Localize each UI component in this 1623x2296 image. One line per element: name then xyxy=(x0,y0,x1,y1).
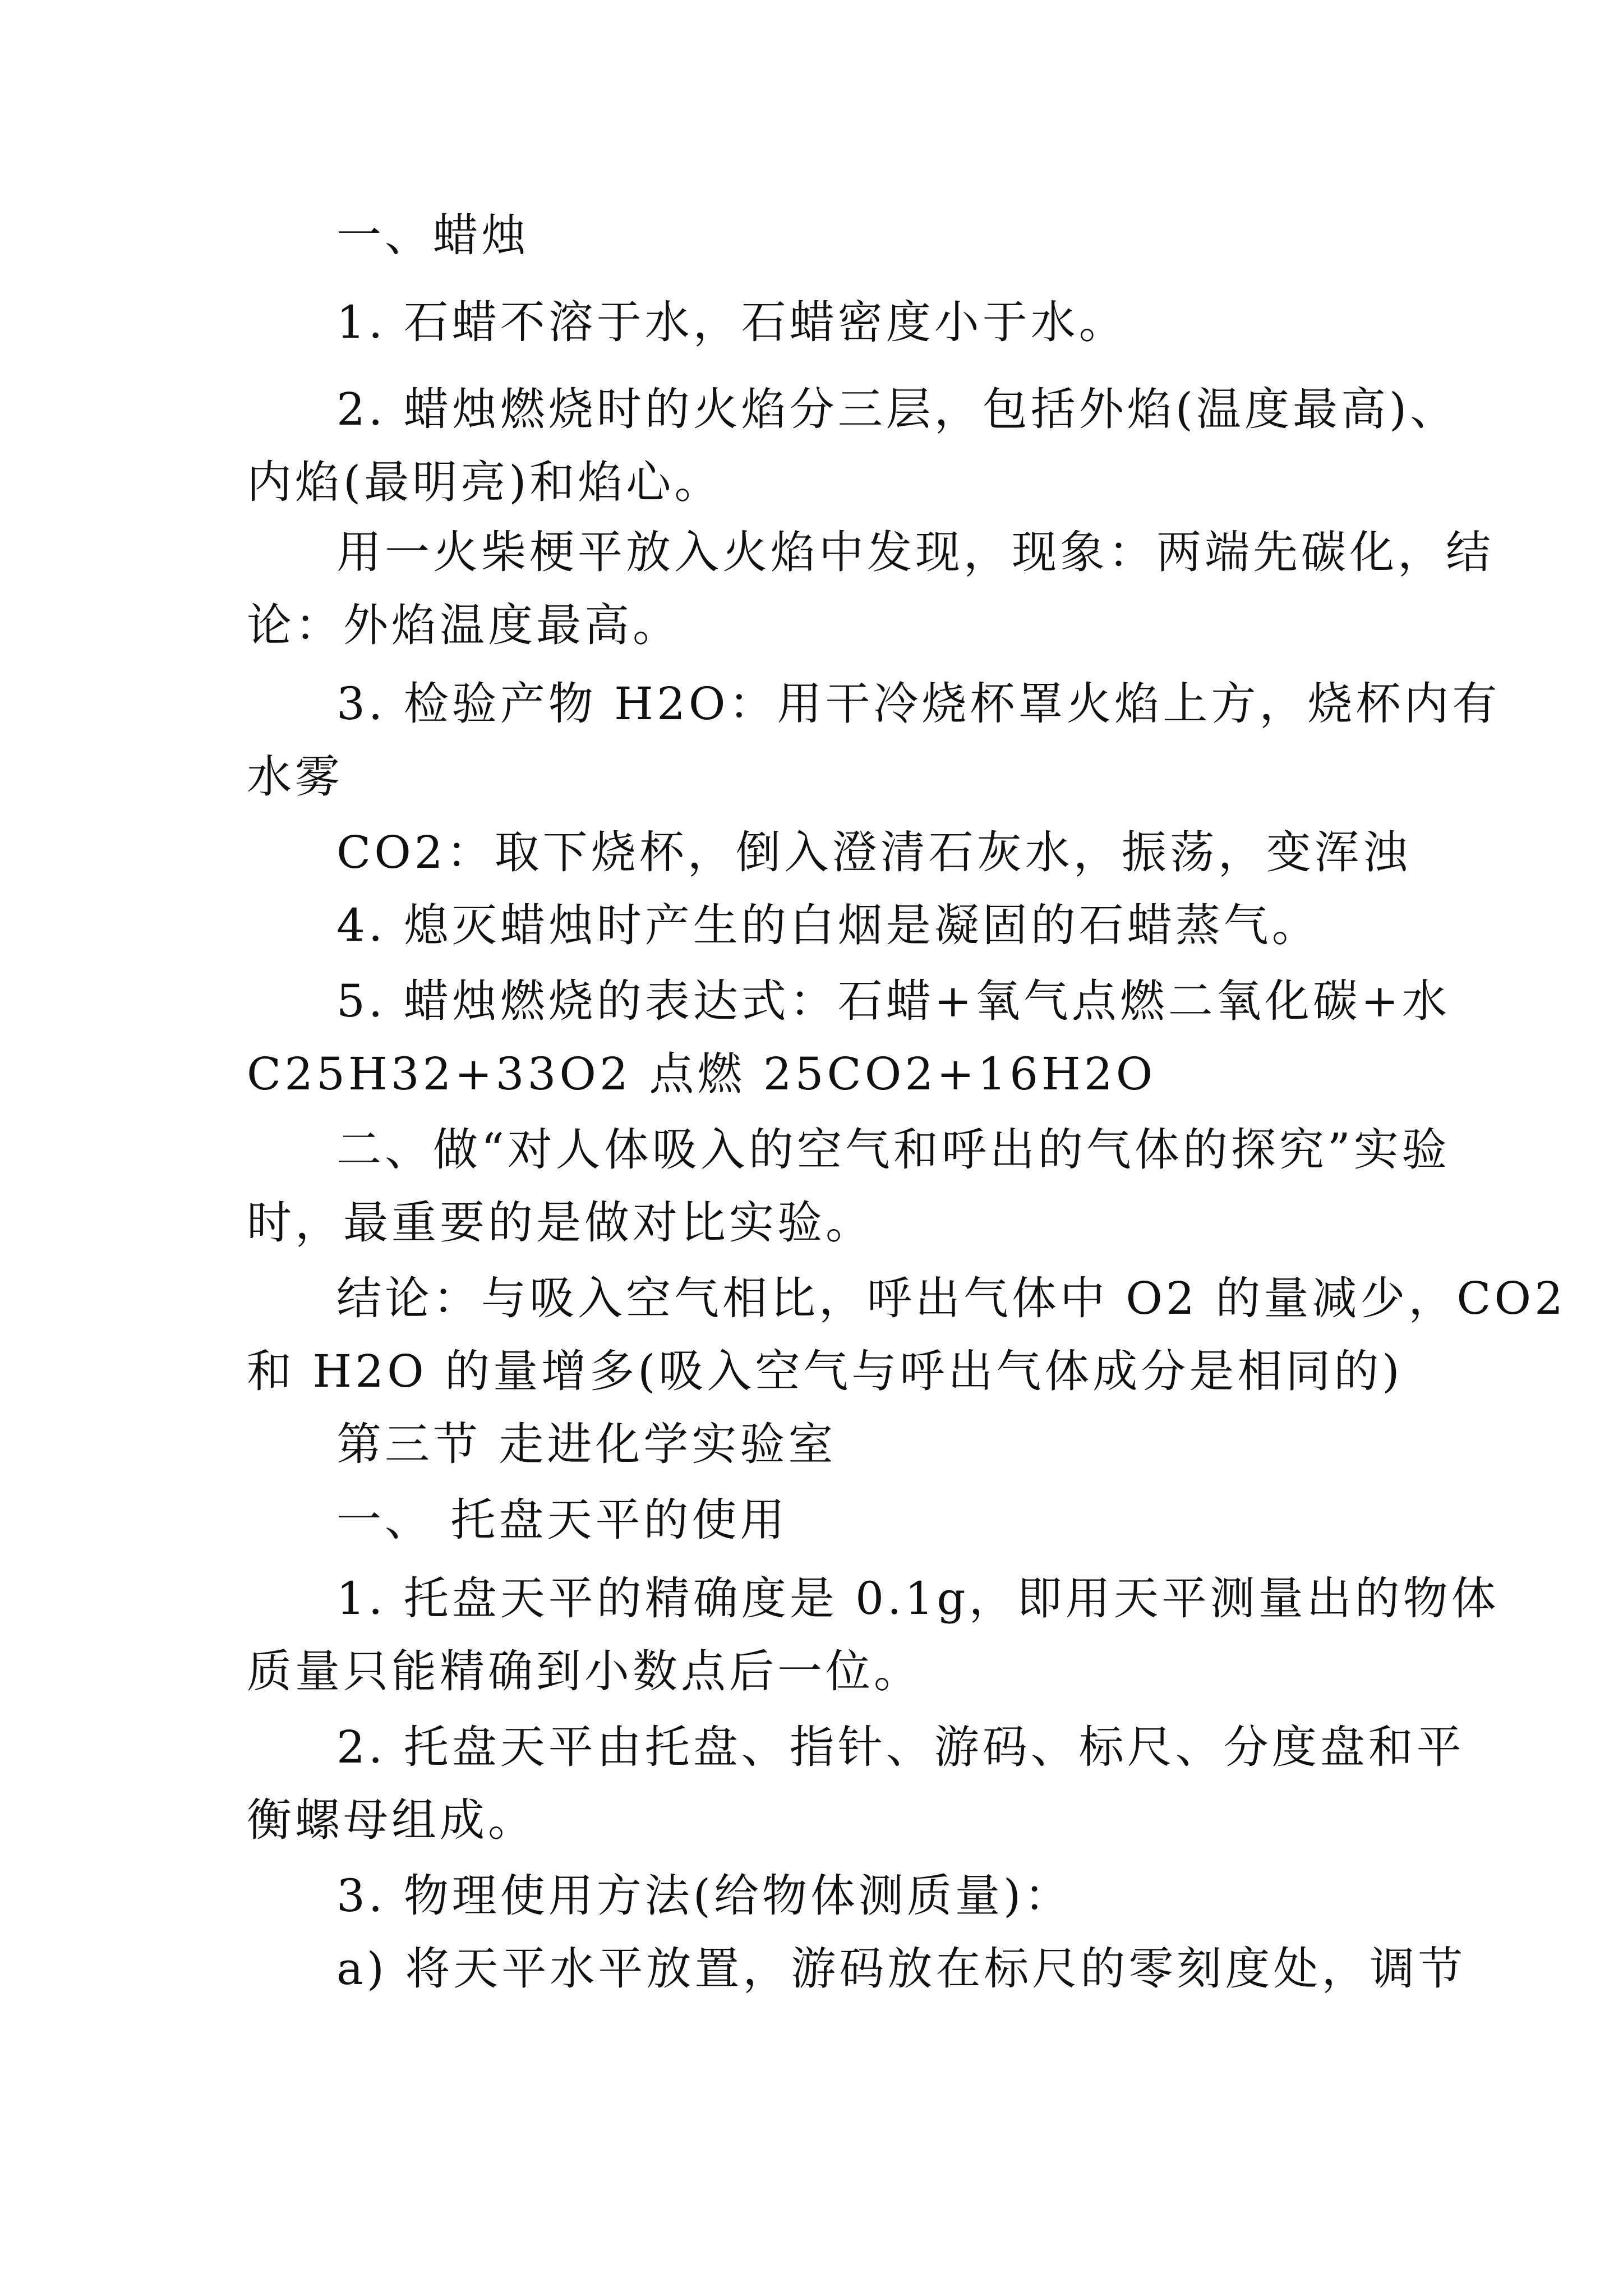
paragraph-line: 用一火柴梗平放入火焰中发现，现象：两端先碳化，结 xyxy=(336,526,1494,578)
paragraph-line: 2. 托盘天平由托盘、指针、游码、标尺、分度盘和平 xyxy=(336,1721,1465,1773)
section-heading: 第三节 走进化学实验室 xyxy=(336,1418,837,1470)
equation-line: C25H32+33O2 点燃 25CO2+16H2O xyxy=(247,1048,1156,1100)
paragraph-line: 4. 熄灭蜡烛时产生的白烟是凝固的石蜡蒸气。 xyxy=(336,899,1320,951)
paragraph-line: 质量只能精确到小数点后一位。 xyxy=(247,1645,922,1697)
subsection-heading: 一、 托盘天平的使用 xyxy=(336,1494,789,1546)
paragraph-line: 3. 检验产物 H2O：用干冷烧杯罩火焰上方，烧杯内有 xyxy=(336,678,1501,730)
paragraph-line: 时，最重要的是做对比实验。 xyxy=(247,1197,874,1249)
paragraph-line: 衡螺母组成。 xyxy=(247,1794,536,1846)
heading-candle: 一、蜡烛 xyxy=(336,209,529,261)
paragraph-line: CO2：取下烧杯，倒入澄清石灰水，振荡，变浑浊 xyxy=(336,826,1411,878)
paragraph-line: 2. 蜡烛燃烧时的火焰分三层，包括外焰(温度最高)、 xyxy=(336,383,1459,435)
paragraph-line: 5. 蜡烛燃烧的表达式：石蜡+氧气点燃二氧化碳+水 xyxy=(336,975,1450,1027)
paragraph-line: 3. 物理使用方法(给物体测质量)： xyxy=(336,1870,1073,1922)
paragraph-line: a) 将天平水平放置，游码放在标尺的零刻度处，调节 xyxy=(336,1943,1467,1995)
paragraph-line: 和 H2O 的量增多(吸入空气与呼出气体成分是相同的) xyxy=(247,1345,1403,1397)
paragraph-line: 内焰(最明亮)和焰心。 xyxy=(247,456,723,508)
paragraph-line: 水雾 xyxy=(247,751,343,803)
heading-experiment: 二、做“对人体吸入的空气和呼出的气体的探究”实验 xyxy=(336,1124,1450,1176)
paragraph-line: 1. 托盘天平的精确度是 0.1g，即用天平测量出的物体 xyxy=(336,1572,1500,1625)
paragraph-line: 论：外焰温度最高。 xyxy=(247,599,681,651)
paragraph-line: 1. 石蜡不溶于水，石蜡密度小于水。 xyxy=(336,296,1127,348)
paragraph-line: 结论：与吸入空气相比，呼出气体中 O2 的量减少，CO2 xyxy=(336,1272,1567,1324)
